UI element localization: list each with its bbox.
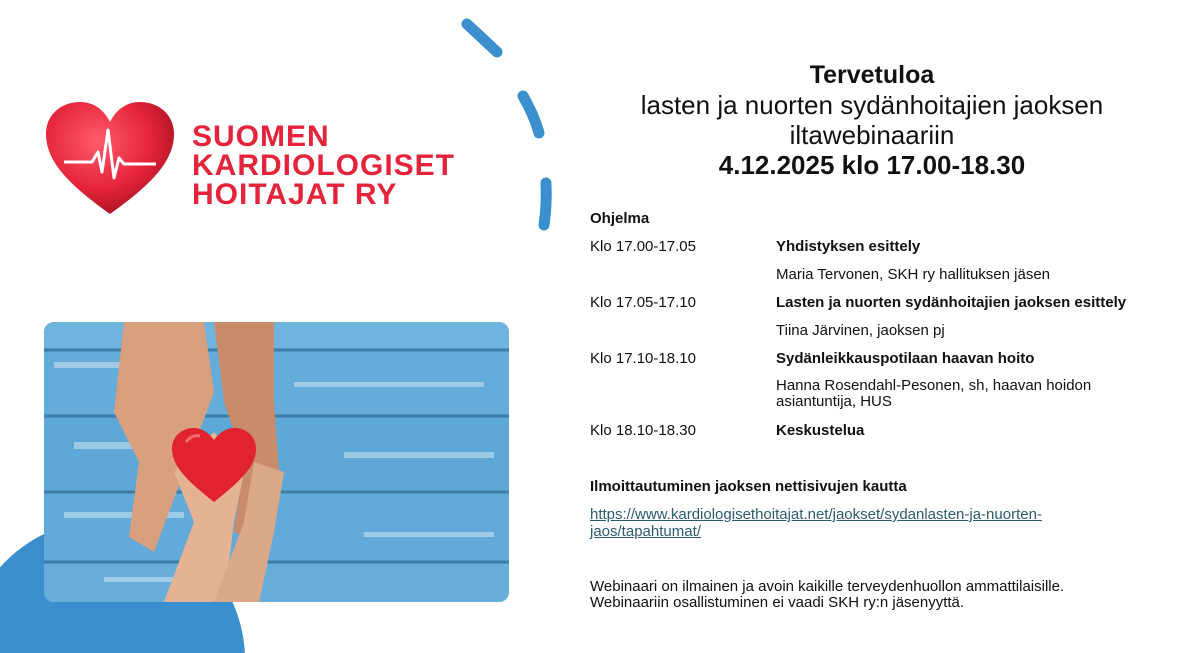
- program-time-4: Klo 18.10-18.30: [590, 422, 696, 439]
- title-line-3: iltawebinaariin: [789, 120, 955, 150]
- logo-line-2: KARDIOLOGISET: [192, 149, 456, 182]
- blue-dash-arc-middle: [523, 96, 539, 133]
- hands-heart-photo: [44, 322, 509, 602]
- blue-dash-arc-bottom: [544, 183, 546, 225]
- program-title-1: Yhdistyksen esittely: [776, 238, 921, 255]
- footer-line-2: Webinaariin osallistuminen ei vaadi SKH ry:n jäsenyyttä.: [590, 594, 965, 611]
- program-speaker-2: Tiina Järvinen, jaoksen pj: [776, 322, 945, 339]
- program-speaker-1: Maria Tervonen, SKH ry hallituksen jäsen: [776, 266, 1051, 283]
- program-title-2: Lasten ja nuorten sydänhoitajien jaoksen esittely: [776, 294, 1127, 311]
- logo-line-3: HOITAJAT RY: [192, 178, 398, 211]
- program-time-3: Klo 17.10-18.10: [590, 350, 696, 367]
- program-title-4: Keskustelua: [776, 422, 865, 439]
- registration-heading: Ilmoittautuminen jaoksen nettisivujen kautta: [590, 478, 907, 495]
- event-datetime: 4.12.2025 klo 17.00-18.30: [718, 150, 1026, 180]
- skh-logo: [44, 100, 514, 220]
- blue-dash-arc-top: [467, 24, 497, 52]
- program-heading: Ohjelma: [590, 210, 650, 227]
- registration-link[interactable]: https://www.kardiologisethoitajat.net/jaokset/sydanlasten-ja-nuorten-jaos/tapahtumat/: [590, 506, 1042, 540]
- logo-text: [192, 122, 455, 209]
- heart-ecg-icon: [44, 100, 176, 218]
- title-line-2: lasten ja nuorten sydänhoitajien jaoksen: [640, 90, 1104, 120]
- event-title: [580, 60, 1164, 180]
- logo-line-1: SUOMEN: [192, 120, 330, 153]
- footer-note: [590, 579, 1170, 611]
- program-title-3: Sydänleikkauspotilaan haavan hoito: [776, 350, 1035, 367]
- program-time-2: Klo 17.05-17.10: [590, 294, 696, 311]
- program-speaker-3: Hanna Rosendahl-Pesonen, sh, haavan hoidon asiantuntija, HUS: [776, 377, 1092, 410]
- footer-line-1: Webinaari on ilmainen ja avoin kaikille terveydenhuollon ammattilaisille.: [590, 578, 1065, 595]
- welcome-heading: Tervetuloa: [809, 61, 935, 89]
- program-time-1: Klo 17.00-17.05: [590, 238, 696, 255]
